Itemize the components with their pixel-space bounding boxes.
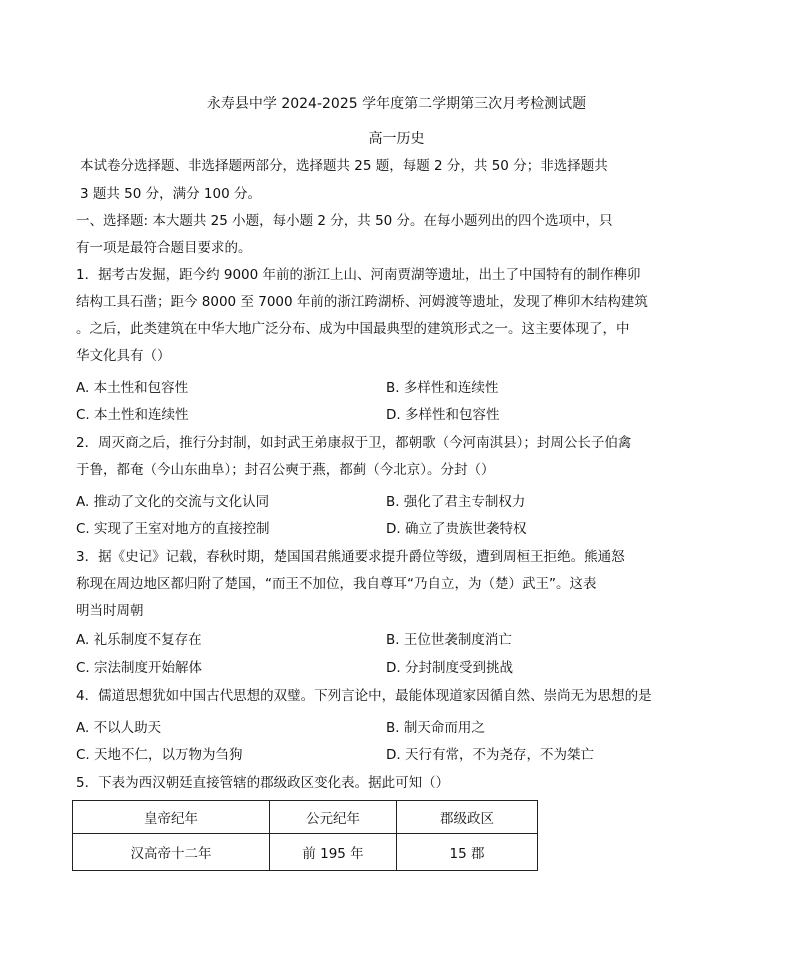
option-b[interactable]: B. 多样性和连续性 bbox=[386, 380, 499, 396]
table-cell: 15 郡 bbox=[397, 834, 538, 871]
option-c[interactable]: C. 实现了王室对地方的直接控制 bbox=[76, 521, 270, 537]
question-text: 3．据《史记》记载，春秋时期，楚国国君熊通要求提升爵位等级，遭到周桓王拒绝。熊通怒 bbox=[76, 549, 625, 565]
option-d[interactable]: D. 确立了贵族世袭特权 bbox=[386, 521, 527, 537]
option-d[interactable]: D. 分封制度受到挑战 bbox=[386, 660, 513, 676]
option-c[interactable]: C. 本土性和连续性 bbox=[76, 407, 189, 423]
question-text: 4．儒道思想犹如中国古代思想的双璧。下列言论中，最能体现道家因循自然、崇尚无为思想的是 bbox=[76, 688, 652, 704]
table-row bbox=[73, 834, 538, 871]
table-cell: 前 195 年 bbox=[270, 834, 397, 871]
section-heading: 一、选择题: 本大题共 25 小题，每小题 2 分，共 50 分。在每小题列出的四个选项中，只 bbox=[76, 213, 613, 229]
option-b[interactable]: B. 制天命而用之 bbox=[386, 720, 485, 736]
option-a[interactable]: A. 礼乐制度不复存在 bbox=[76, 632, 202, 648]
question-text: 。之后，此类建筑在中华大地广泛分布、成为中国最典型的建筑形式之一。这主要体现了，中 bbox=[76, 321, 630, 337]
question-text: 1．据考古发掘，距今约 9000 年前的浙江上山、河南贾湖等遗址，出土了中国特有的制作榫卯 bbox=[76, 267, 641, 283]
table-header-cell: 公元纪年 bbox=[270, 801, 397, 834]
question-text: 5．下表为西汉朝廷直接管辖的郡级政区变化表。据此可知（） bbox=[76, 775, 450, 791]
table-header-cell: 郡级政区 bbox=[397, 801, 538, 834]
question-text: 明当时周朝 bbox=[76, 603, 144, 619]
question-text: 2．周灭商之后，推行分封制，如封武王弟康叔于卫，都朝歌（今河南淇县）；封周公长子伯禽 bbox=[76, 435, 632, 451]
table-header-row bbox=[73, 801, 538, 834]
option-b[interactable]: B. 王位世袭制度消亡 bbox=[386, 632, 512, 648]
question-text: 于鲁，都奄（今山东曲阜）；封召公奭于燕，都蓟（今北京）。分封（） bbox=[76, 462, 495, 478]
option-d[interactable]: D. 天行有常，不为尧存，不为桀亡 bbox=[386, 747, 594, 763]
question-text: 称现在周边地区都归附了楚国，“而王不加位，我自尊耳“乃自立，为（楚）武王”。这表 bbox=[76, 576, 597, 592]
option-c[interactable]: C. 天地不仁，以万物为刍狗 bbox=[76, 747, 243, 763]
jurisdiction-table bbox=[72, 800, 538, 871]
option-d[interactable]: D. 多样性和包容性 bbox=[386, 407, 500, 423]
option-a[interactable]: A. 本土性和包容性 bbox=[76, 380, 189, 396]
question-text: 结构工具石凿；距今 8000 至 7000 年前的浙江跨湖桥、河姆渡等遗址，发现了榫卯木结构建筑 bbox=[76, 294, 648, 310]
option-b[interactable]: B. 强化了君主专制权力 bbox=[386, 494, 526, 510]
question-text: 华文化具有（） bbox=[76, 348, 171, 364]
exam-subtitle: 高一历史 bbox=[368, 131, 425, 147]
option-a[interactable]: A. 推动了文化的交流与文化认同 bbox=[76, 494, 270, 510]
table-cell: 汉高帝十二年 bbox=[73, 834, 270, 871]
option-a[interactable]: A. 不以人助天 bbox=[76, 720, 162, 736]
intro-line: 本试卷分选择题、非选择题两部分，选择题共 25 题，每题 2 分，共 50 分；非选择题共 bbox=[80, 158, 608, 174]
section-heading: 有一项是最符合题目要求的。 bbox=[76, 240, 252, 256]
intro-line: 3 题共 50 分，满分 100 分。 bbox=[80, 186, 261, 202]
table-header-cell: 皇帝纪年 bbox=[73, 801, 270, 834]
exam-title: 永寿县中学 2024-2025 学年度第二学期第三次月考检测试题 bbox=[206, 96, 587, 112]
option-c[interactable]: C. 宗法制度开始解体 bbox=[76, 660, 203, 676]
